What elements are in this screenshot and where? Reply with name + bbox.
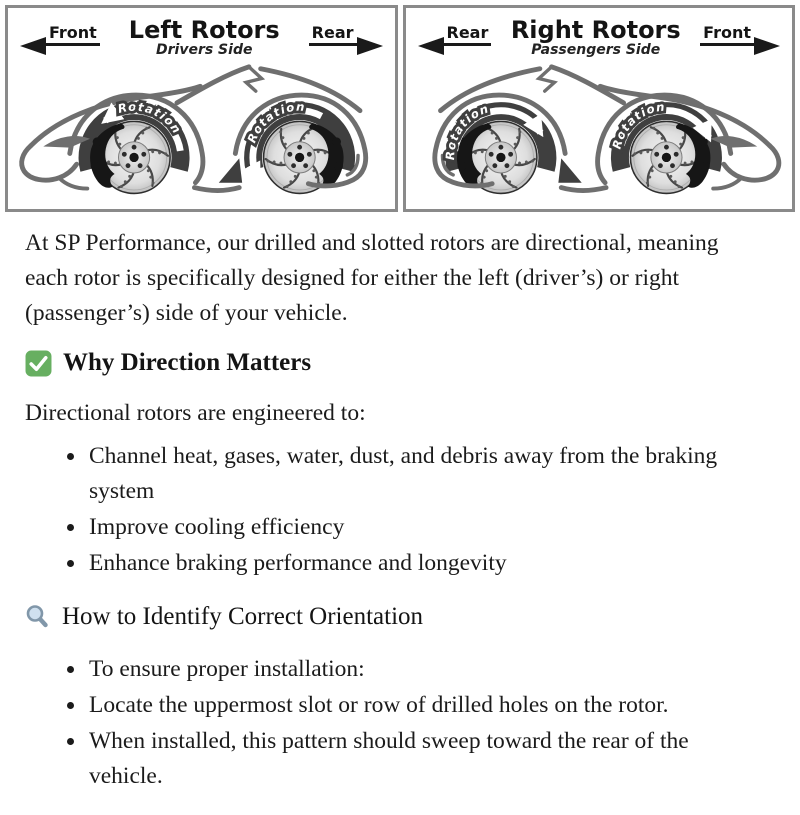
rotation-label: Rotation xyxy=(608,99,666,151)
direction-label-front: Front xyxy=(700,24,754,46)
section-heading-why-direction-matters xyxy=(25,346,738,380)
front-direction-indicator xyxy=(700,24,780,46)
panel-subtitle: Passengers Side xyxy=(531,42,661,58)
panel-titles xyxy=(491,18,700,59)
rear-direction-indicator xyxy=(309,24,383,46)
rear-direction-indicator xyxy=(418,24,492,46)
direction-label-rear: Rear xyxy=(444,24,492,46)
section-heading-how-to-identify xyxy=(25,600,738,634)
rotation-label: Rotation xyxy=(244,99,306,145)
rotor-direction-diagram xyxy=(0,0,800,212)
direction-label-rear: Rear xyxy=(309,24,357,46)
right-rotors-panel xyxy=(403,5,796,212)
list-item: • Improve cooling efficiency xyxy=(87,510,738,545)
list-item: • Channel heat, gases, water, dust, and debris away from the braking system xyxy=(87,439,738,509)
rotation-label: Rotation xyxy=(442,101,491,161)
heading-text: Why Direction Matters xyxy=(63,349,312,376)
magnifying-glass-icon xyxy=(25,604,51,630)
right-arrow-icon xyxy=(357,37,383,55)
front-direction-indicator xyxy=(20,24,100,46)
heading-text: How to Identify Correct Orientation xyxy=(62,603,424,630)
list-item: • Locate the uppermost slot or row of drilled holes on the rotor. xyxy=(87,688,738,723)
left-rotors-panel xyxy=(5,5,398,212)
benefits-list xyxy=(25,439,738,581)
intro-paragraph: At SP Performance, our drilled and slotted rotors are directional, meaning each rotor is specifically designed for either the left (driver’s) or right (passenger’s) side of your vehicle. xyxy=(25,230,719,326)
panel-subtitle: Drivers Side xyxy=(156,42,253,58)
list-item: • Enhance braking performance and longevity xyxy=(87,546,738,581)
left-arrow-icon xyxy=(20,37,46,55)
panel-header xyxy=(8,8,395,60)
check-mark-icon xyxy=(25,350,52,377)
orientation-list xyxy=(25,652,738,794)
rotation-label: Rotation xyxy=(116,99,185,137)
left-arrow-icon xyxy=(418,37,444,55)
panel-titles xyxy=(100,18,309,59)
right-arrow-icon xyxy=(754,37,780,55)
car-silhouette-passenger-side xyxy=(406,60,793,209)
panel-title: Right Rotors xyxy=(510,16,681,44)
list-item: • When installed, this pattern should sweep toward the rear of the vehicle. xyxy=(87,724,738,794)
car-silhouette-driver-side xyxy=(8,60,395,209)
panel-header xyxy=(406,8,793,60)
article xyxy=(0,212,800,815)
list-item: • To ensure proper installation: xyxy=(87,652,738,687)
direction-label-front: Front xyxy=(46,24,100,46)
lead-paragraph: Directional rotors are engineered to: xyxy=(25,400,366,426)
panel-title: Left Rotors xyxy=(128,16,280,44)
